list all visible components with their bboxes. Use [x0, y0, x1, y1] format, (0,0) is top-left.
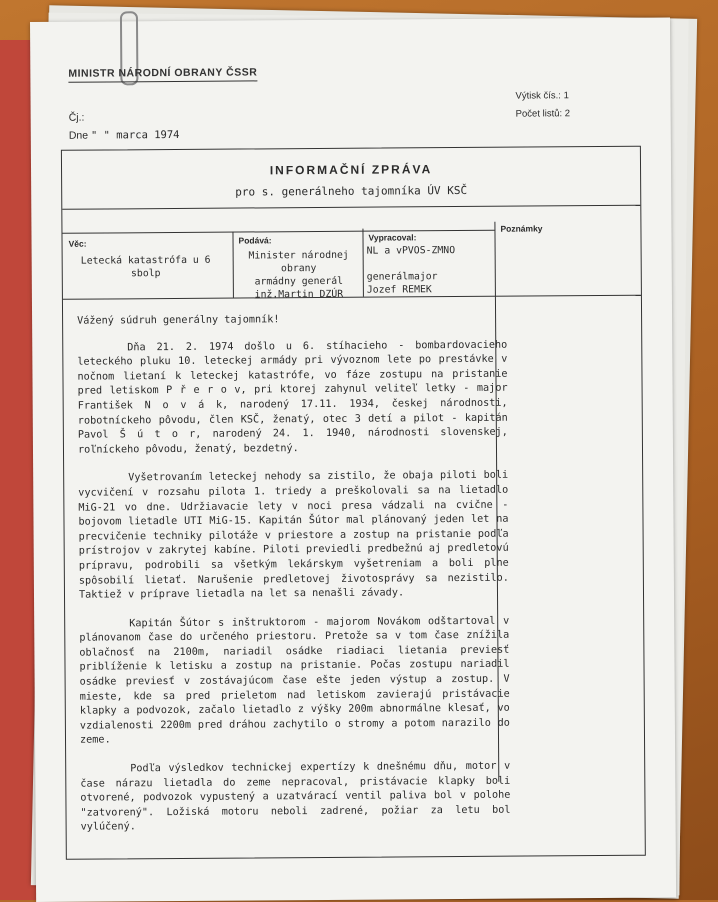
prepared-block	[367, 244, 495, 297]
body-paragraph: Dňa 21. 2. 1974 došlo u 6. stíhacieho - bombardovacieho leteckého pluku 10. leteckej armády pri vývoznom lete po prestávke v nočnom lietaní k leteckej katastrófe, vo fáze zostupu na pristanie pred letiskom P ř e r o v, pri ktorej zahynul veliteľ letky - major František N o v á k, narodený 17.11. 1934, českej národnosti, robotníckeho pôvodu, člen KSČ, ženatý, otec 3 detí a pilot - kapitán Pavol Š ú t o r, narodený 24. 1. 1940, národnosti slovenskej, roľníckeho pôvodu, ženatý, bezdetný.	[77, 339, 508, 456]
submits-block	[235, 249, 363, 302]
date-prefix: Dne	[68, 129, 89, 142]
subject-header: Věc:	[68, 238, 87, 249]
divider	[62, 205, 640, 210]
report-title: INFORMAČNÍ ZPRÁVA	[269, 162, 433, 178]
ministry-header: MINISTR NÁRODNÍ OBRANY ČSSR	[68, 66, 257, 82]
submits-line: armádny generál	[254, 275, 344, 288]
report-body	[77, 312, 511, 850]
reference-label: Čj.:	[68, 111, 85, 124]
date-value: " " marca 1974	[90, 128, 180, 142]
body-paragraph: Vyšetrovaním leteckej nehody sa zistilo, že obaja piloti boli vycvičení v rozsahu pilota 1. triedy a preškolovali sa na lietadlo MiG-21 vo dne. Udržiavacie lety v noci presa vádzali na cvične - bojovom lietadle UTI MiG-15. Kapitán Šútor mal plánovaný jeden let na precvičenie techniky pilotáže v priestore a zostup na pristanie podľa prístrojov v zakrytej kabíne. Piloti previedli predbežnú aj predletovú prípravu, podrobili sa všetkým lekárskym vyšetreniam a boli plne spôsobilí lietať. Narušenie predletovej životosprávy sa nezistilo. Taktiež v príprave lietadla na let sa nenašli závady.	[78, 470, 509, 601]
subject-value: Letecká katastrófa u 6 sbolp	[80, 254, 211, 280]
submits-line: obrany	[280, 263, 317, 275]
sheet-count: Počet listů: 2	[515, 108, 571, 120]
salutation: Vážený súdruh generálny tajomník!	[77, 314, 280, 327]
submits-line: Minister národnej	[248, 249, 349, 262]
copy-number: Výtisk čís.: 1	[515, 90, 569, 102]
document-page	[30, 18, 676, 902]
prepared-header: Vypracoval:	[368, 232, 417, 243]
prepared-line: Jozef REMEK	[366, 284, 432, 296]
divider	[62, 230, 494, 234]
body-paragraph: Podľa výsledkov technickej expertízy k dnešnému dňu, motor v čase nárazu lietadla do zeme nepracoval, pristávacie klapky boli otvorené, podvozok vypustený a uzatvárací ventil paliva bol v polohe "zatvorený". Ložiská motoru neboli zadrené, požiar za letu bol vylúčený.	[80, 760, 511, 834]
notes-header: Poznámky	[500, 223, 543, 234]
body-paragraph: Kapitán Šútor s inštruktorom - majorom Novákom odštartoval v plánovanom čase do určeného priestoru. Pretože sa v tom čase znížila oblačnosť na 2100m, nariadil osádke riadiaci lietania previesť priblíženie k letisku a zostup na pristanie. Počas zostupu nariadil osádke previesť v zostávajúcom čase ešte jeden výstup a zostup. V mieste, kde sa pred prieletom nad letiskom zavierajú pristávacie klapky a podvozok, začalo lietadlo z výšky 200m abnormálne klesať, vo vzdialenosti 2200m pred dráhou zachytilo o stromy a potom narazilo do zeme.	[79, 615, 510, 747]
submits-header: Podává:	[238, 235, 272, 246]
prepared-line: generálmajor	[366, 271, 438, 283]
submits-line: inž.Martin DZÚR	[254, 288, 344, 301]
report-recipient: pro s. generálneho tajomníka ÚV KSČ	[235, 183, 468, 199]
prepared-line	[367, 257, 495, 271]
prepared-line: NL a vPVOS-ZMNO	[366, 245, 456, 257]
date-line	[69, 129, 180, 142]
report-form	[61, 146, 646, 860]
